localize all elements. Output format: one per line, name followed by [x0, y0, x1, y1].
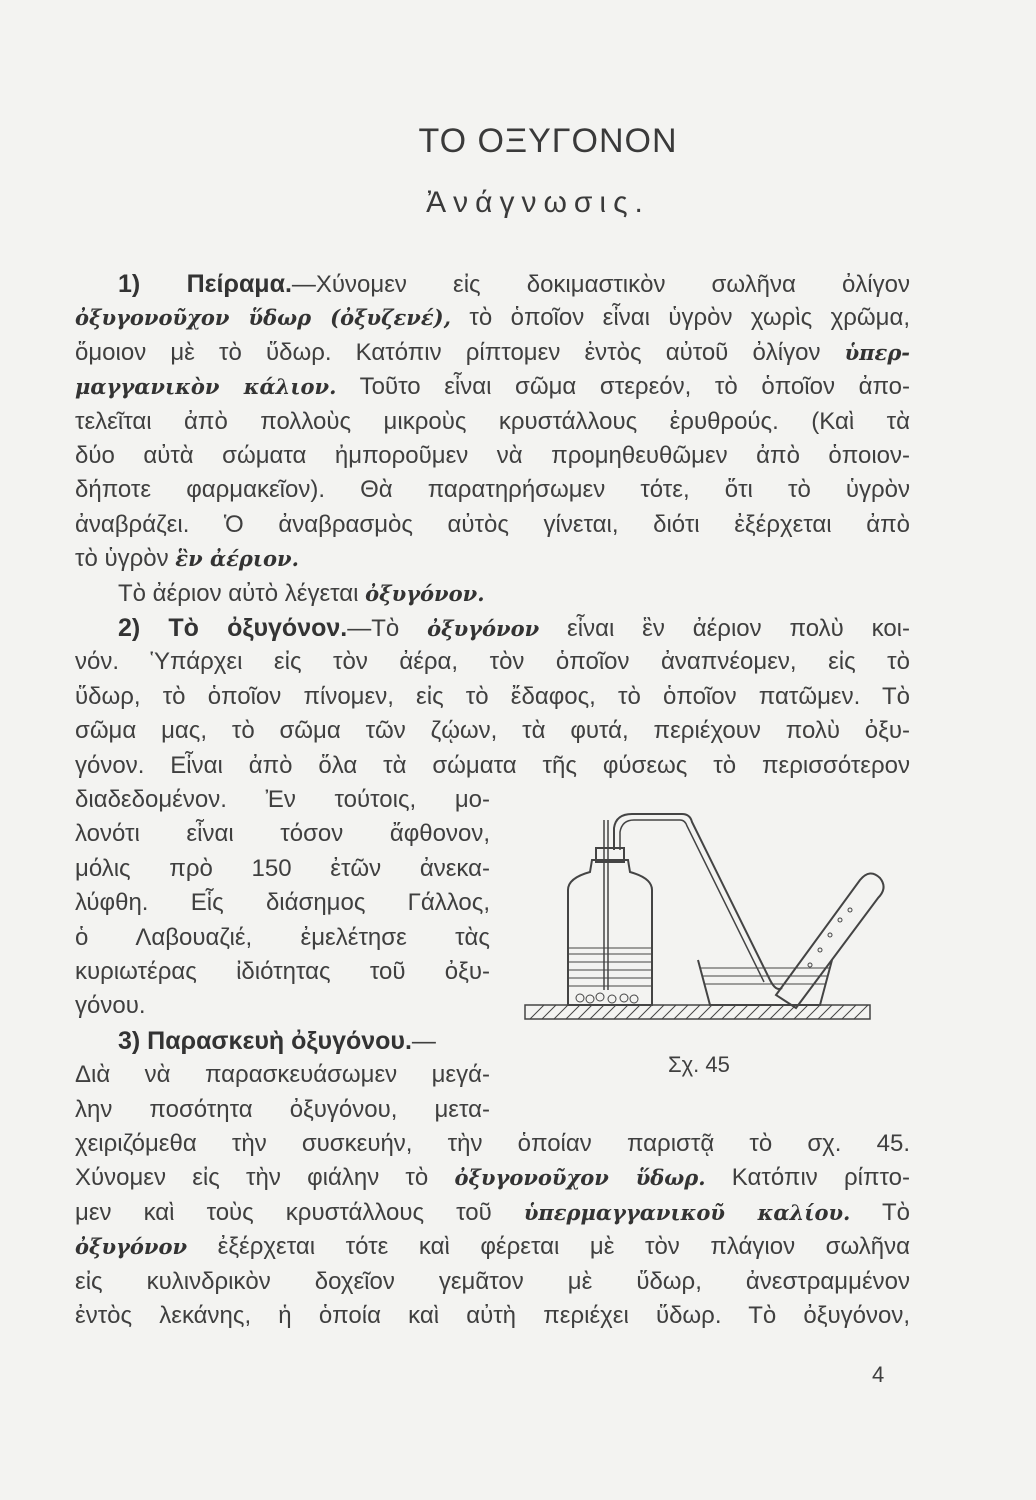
page-number: 4 — [872, 1362, 885, 1387]
text-segment: λην ποσότητα ὀξυγόνου, μετα- — [75, 1095, 490, 1123]
text-line — [75, 1058, 490, 1092]
emphasized-term: ὀξυγόνον — [75, 1234, 188, 1260]
text-line — [75, 1196, 910, 1230]
text-line — [75, 473, 910, 507]
text-line — [75, 577, 910, 611]
text-segment: — — [411, 1027, 436, 1055]
basin — [698, 960, 832, 1005]
text-segment: Κατόπιν ρίπτο- — [705, 1164, 910, 1192]
text-segment: τὸ ὑγρὸν — [75, 545, 176, 573]
text-line — [75, 1024, 490, 1058]
text-line — [75, 1299, 910, 1333]
text-segment: εἰς κυλινδρικὸν δοχεῖον γεμᾶτον μὲ ὕδωρ, ἀνεστραμμένον — [75, 1267, 910, 1295]
text-segment: λύφθη. Εἷς διάσημος Γάλλος, — [75, 889, 490, 917]
emphasized-term: μαγγανικὸν κάλιον. — [75, 374, 337, 400]
text-line — [75, 989, 490, 1023]
text-line — [75, 370, 910, 404]
emphasized-term: ὀξυγονοῦχον ὕδωρ. — [454, 1165, 706, 1191]
text-line — [75, 405, 910, 439]
text-line — [75, 955, 490, 989]
emphasized-term: ὑπερμαγγανικοῦ καλίου. — [523, 1199, 851, 1225]
text-segment: ἀναβράζει. Ὁ ἀναβρασμὸς αὐτὸς γίνεται, διότι ἐξέρχεται ἀπὸ — [75, 510, 910, 538]
text-line — [75, 439, 910, 473]
text-segment: Χύνομεν εἰς τὴν φιάλην τὸ — [75, 1164, 455, 1192]
text-segment: κυριωτέρας ἰδιότητας τοῦ ὀξυ- — [75, 958, 490, 985]
text-line — [75, 749, 910, 783]
text-line — [75, 852, 490, 886]
text-segment: γόνον. Εἶναι ἀπὸ ὅλα τὰ σώματα τῆς φύσεως τὸ περισσότερον — [75, 751, 910, 779]
text-segment: λονότι εἶναι τόσον ἄφθονον, — [75, 820, 490, 848]
text-segment: ἐξέρχεται τότε καὶ φέρεται μὲ τὸν πλάγιον σωλῆνα — [187, 1233, 910, 1261]
board-hatching — [530, 1005, 868, 1019]
emphasized-term: ὀξυγονοῦχον ὕδωρ (ὀξυζενέ), — [75, 305, 451, 331]
text-segment: τελεῖται ἀπὸ πολλοὺς μικροὺς κρυστάλλους ἐρυθρούς. (Καὶ τὰ — [75, 407, 910, 435]
text-line — [75, 336, 910, 370]
text-segment: Τὸ — [850, 1198, 910, 1226]
apparatus-figure — [520, 800, 890, 1040]
text-line — [75, 611, 910, 645]
inverted-test-tube — [776, 873, 884, 1008]
text-line — [75, 886, 490, 920]
text-line — [75, 921, 490, 955]
bubbles — [808, 908, 852, 967]
text-segment: μόλις πρὸ 150 ἐτῶν ἀνεκα- — [75, 854, 490, 882]
text-segment: Τοῦτο εἶναι σῶμα στερεόν, τὸ ὁποῖον ἀπο- — [336, 373, 910, 401]
text-line — [75, 680, 910, 714]
text-segment: —Χύνομεν εἰς δοκιμαστικὸν σωλῆνα ὀλίγον — [291, 271, 910, 298]
text-line — [75, 1161, 910, 1195]
text-segment: ὁ Λαβουαζιέ, ἐμελέτησε τὰς — [75, 923, 490, 951]
text-segment: εἶναι ἓν ἀέριον πολὺ κοι- — [539, 615, 910, 642]
text-segment: Τὸ ἀέριον αὐτὸ λέγεται — [118, 579, 366, 607]
crystals — [576, 993, 638, 1003]
text-segment: χειριζόμεθα τὴν συσκευήν, τὴν ὁποίαν παριστᾷ τὸ σχ. 45. — [75, 1130, 910, 1157]
section-heading: 2) Τὸ ὀξυγόνον. — [118, 614, 348, 642]
text-line — [75, 1230, 910, 1264]
section-heading: 3) Παρασκευὴ ὀξυγόνου. — [118, 1026, 412, 1055]
text-line — [75, 817, 490, 851]
text-segment: ὅμοιον μὲ τὸ ὕδωρ. Κατόπιν ρίπτομεν ἐντὸς αὐτοῦ ὀλίγον — [75, 338, 845, 366]
text-line — [75, 301, 910, 335]
text-segment: ἐντὸς λεκάνης, ἡ ὁποία καὶ αὐτὴ περιέχει ὕδωρ. Τὸ ὀξυγόνον, — [75, 1302, 910, 1329]
text-segment: ὕδωρ, τὸ ὁποῖον πίνομεν, εἰς τὸ ἔδαφος, τὸ ὁποῖον πατῶμεν. Τὸ — [75, 682, 910, 710]
emphasized-term: ἓν ἀέριον. — [175, 546, 299, 572]
emphasized-term: ὀξυγόνον — [427, 616, 540, 641]
figure-caption: Σχ. 45 — [668, 1052, 730, 1077]
text-segment: μεν καὶ τοὺς κρυστάλλους τοῦ — [75, 1198, 524, 1226]
text-segment: σῶμα μας, τὸ σῶμα τῶν ζῴων, τὰ φυτά, περιέχουν πολὺ ὀξυ- — [75, 717, 910, 745]
bottle — [568, 860, 652, 1005]
text-line — [75, 542, 910, 576]
text-line — [75, 783, 490, 817]
text-line — [75, 645, 910, 679]
text-segment: —Τὸ — [347, 615, 428, 642]
text-line — [75, 714, 910, 748]
text-segment: γόνου. — [75, 992, 146, 1020]
text-line — [75, 1265, 910, 1299]
text-segment: τὸ ὁποῖον εἶναι ὑγρὸν χωρὶς χρῶμα, — [450, 304, 910, 332]
text-line — [75, 508, 910, 542]
emphasized-term: ὀξυγόνον. — [365, 580, 485, 606]
text-segment: δύο αὐτὰ σώματα ἠμποροῦμεν νὰ προμηθευθῶμεν ἀπὸ ὁποιον- — [75, 442, 910, 469]
chapter-title: ΤΟ ΟΞΥΓΟΝΟΝ — [418, 122, 678, 160]
section-heading: 1) Πείραμα. — [118, 270, 292, 298]
text-segment: διαδεδομένον. Ἐν τούτοις, μο- — [75, 786, 490, 813]
text-line — [75, 1127, 910, 1161]
funnel-tube — [604, 820, 608, 990]
text-segment: νόν. Ὑπάρχει εἰς τὸν ἀέρα, τὸν ὁποῖον ἀναπνέομεν, εἰς τὸ — [75, 648, 910, 676]
text-segment: δήποτε φαρμακεῖον). Θὰ παρατηρήσωμεν τότε, ὅτι τὸ ὑγρὸν — [75, 476, 910, 504]
emphasized-term: ὑπερ- — [844, 339, 910, 365]
section-subtitle: Ἀνάγνωσις. — [426, 186, 650, 219]
bottle-liquid — [569, 948, 651, 986]
text-line — [75, 267, 910, 301]
text-line — [75, 1093, 490, 1127]
text-segment: Διὰ νὰ παρασκευάσωμεν μεγά- — [75, 1061, 490, 1089]
